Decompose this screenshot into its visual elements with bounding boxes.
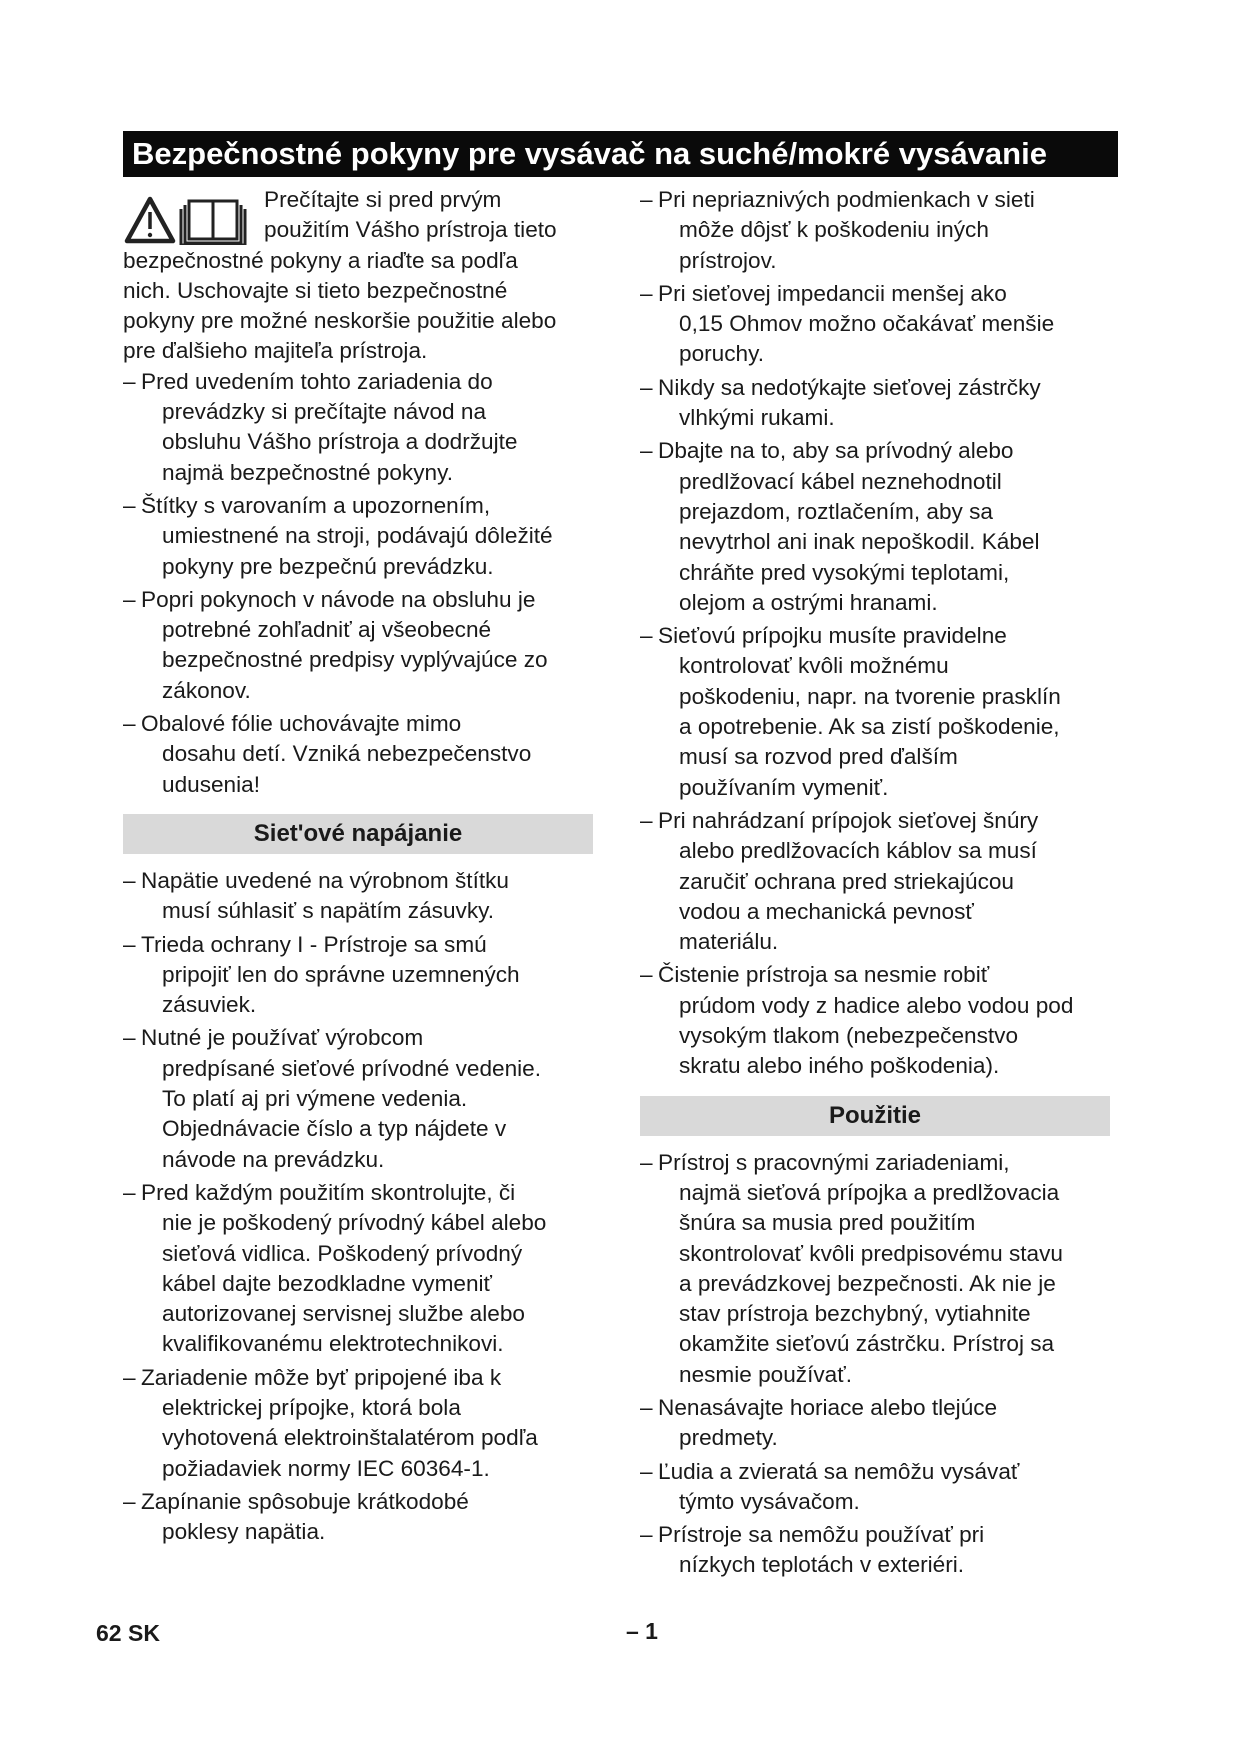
bullet-line [123,1084,603,1114]
bullet-item [123,866,603,927]
bullet-line [640,1148,1120,1178]
bullet-text: Ľudia a zvieratá sa nemôžu vysávať [658,1458,1020,1484]
warning-and-manual-icons [123,195,248,245]
bullet-text: alebo predlžovacích káblov sa musí [679,838,1037,864]
bullet-line [123,367,603,397]
bullet-item [123,930,603,1021]
bullet-line [123,491,603,521]
bullet-item [640,806,1120,957]
bullet-dash: – [640,438,653,464]
bullet-item [640,1148,1120,1390]
bullet-item [123,585,603,706]
bullet-text: môže dôjsť k poškodeniu iných [679,217,989,243]
bullet-line [123,1145,603,1175]
intro-line: použitím Vášho prístroja tieto [264,217,557,243]
bullet-line [640,836,1120,866]
bullet-text: Zariadenie môže byť pripojené iba k [141,1364,502,1390]
bullet-item [123,1023,603,1174]
bullet-line [640,1299,1120,1329]
bullet-text: bezpečnostné predpisy vyplývajúce zo [162,647,548,673]
bullet-text: sieťová vidlica. Poškodený prívodný [162,1240,523,1266]
bullet-text: Pri nepriaznivých podmienkach v sieti [658,187,1035,212]
bullet-item [123,367,603,488]
bullet-line [640,712,1120,742]
bullet-text: predpísané sieťové prívodné vedenie. [162,1055,542,1081]
bullet-text: potrebné zohľadniť aj všeobecné [162,617,492,643]
bullet-dash: – [123,368,136,394]
bullet-text: Pred uvedením tohto zariadenia do [141,368,493,394]
bullet-text: prístrojov. [679,247,777,273]
bullet-text: materiálu. [679,929,779,955]
bullet-line [123,896,603,926]
bullet-line [123,1454,603,1484]
bullet-text: najmä bezpečnostné pokyny. [162,459,453,485]
bullet-text: nevytrhol ani inak nepoškodil. Kábel [679,529,1040,555]
bullet-line [640,773,1120,803]
bullet-line [123,1114,603,1144]
bullet-line [123,1269,603,1299]
bullet-line [640,1329,1120,1359]
bullet-dash: – [640,1394,653,1420]
page-title: Bezpečnostné pokyny pre vysávač na suché/mokré vysávanie [123,131,1118,177]
bullet-item [640,960,1120,1081]
bullet-text: 0,15 Ohmov možno očakávať menšie [679,311,1055,337]
bullet-text: musí sa rozvod pred ďalším [679,744,958,770]
bullet-line [123,1239,603,1269]
bullet-text: týmto vysávačom. [679,1488,860,1514]
bullet-line [123,521,603,551]
bullet-dash: – [640,1458,653,1484]
bullet-text: poruchy. [679,341,764,367]
bullet-item [640,373,1120,434]
bullet-dash: – [640,807,653,833]
bullet-line [640,1208,1120,1238]
bullet-line [640,1021,1120,1051]
bullet-line [640,1269,1120,1299]
bullet-line [123,739,603,769]
section-heading-power: Siet'ové napájanie [123,814,593,854]
bullet-text: musí súhlasiť s napätím zásuvky. [162,898,495,924]
bullet-line [123,552,603,582]
bullet-line [640,682,1120,712]
bullet-item [640,1393,1120,1454]
bullet-text: pokyny pre bezpečnú prevádzku. [162,553,494,579]
bullet-text: poklesy napätia. [162,1519,326,1545]
bullet-line [640,742,1120,772]
bullet-text: Nutné je používať výrobcom [141,1025,424,1051]
bullet-line [640,215,1120,245]
intro-line: pokyny pre možné neskoršie použitie alebo [123,308,557,334]
bullet-line [640,621,1120,651]
bullet-line [123,1023,603,1053]
bullet-line [640,373,1120,403]
bullet-line [640,279,1120,309]
bullet-line [640,806,1120,836]
bullet-line [640,927,1120,957]
bullet-text: Objednávacie číslo a typ nájdete v [162,1116,507,1142]
bullet-line [123,645,603,675]
bullet-dash: – [640,1522,653,1548]
bullet-text: a prevádzkovej bezpečnosti. Ak nie je [679,1270,1056,1296]
bullet-line [123,1299,603,1329]
bullet-text: zákonov. [162,677,251,703]
intro-line: nich. Uschovajte si tieto bezpečnostné [123,277,508,303]
bullet-line [640,436,1120,466]
bullet-line [640,1393,1120,1423]
bullet-line [640,588,1120,618]
bullet-text: Zapínanie spôsobuje krátkodobé [141,1488,469,1514]
bullet-line [640,1178,1120,1208]
bullet-line [640,246,1120,276]
bullet-line [123,397,603,427]
bullet-line [640,185,1120,215]
bullet-text: okamžite sieťovú zástrčku. Prístroj sa [679,1331,1055,1357]
bullet-line [123,1363,603,1393]
bullet-dash: – [640,280,653,306]
intro-line: Prečítajte si pred prvým [264,187,502,212]
bullet-line [640,497,1120,527]
bullet-text: používaním vymeniť. [679,774,889,800]
bullet-line [123,1329,603,1359]
bullet-text: chráňte pred vysokými teplotami, [679,559,1010,585]
bullet-text: Pri sieťovej impedancii menšej ako [658,280,1007,306]
bullet-text: pripojiť len do správne uzemnených [162,961,520,987]
bullet-dash: – [123,931,136,957]
bullet-dash: – [123,1179,136,1205]
bullet-text: zásuviek. [162,992,257,1018]
bullet-text: Štítky s varovaním a upozornením, [141,492,491,518]
bullet-text: poškodeniu, napr. na tvorenie prasklín [679,683,1061,709]
bullet-item [123,1178,603,1360]
bullet-text: stav prístroja bezchybný, vytiahnite [679,1301,1031,1327]
bullet-item [123,709,603,800]
bullet-text: predmety. [679,1425,778,1451]
bullet-line [123,1178,603,1208]
bullet-text: Nenasávajte horiace alebo tlejúce [658,1394,998,1420]
bullet-line [123,1423,603,1453]
bullet-text: vyhotovená elektroinštalatérom podľa [162,1425,538,1451]
bullet-line [123,709,603,739]
bullet-item [640,279,1120,370]
bullet-text: Prístroj s pracovnými zariadeniami, [658,1149,1010,1175]
bullet-text: skontrolovať kvôli predpisovému stavu [679,1240,1063,1266]
intro-paragraph [123,185,603,367]
bullet-text: Sieťovú prípojku musíte pravidelne [658,623,1007,649]
bullet-text: najmä sieťová prípojka a predlžovacia [679,1179,1060,1205]
open-manual-book-icon [181,201,245,245]
bullet-line [640,1457,1120,1487]
bullet-item [123,1487,603,1548]
bullet-text: Pred každým použitím skontrolujte, či [141,1179,516,1205]
bullet-text: udusenia! [162,771,260,797]
bullet-text: Dbajte na to, aby sa prívodný alebo [658,438,1014,464]
bullet-text: skratu alebo iného poškodenia). [679,1053,1000,1079]
bullet-line [640,527,1120,557]
bullet-item [640,621,1120,803]
bullet-text: vysokým tlakom (nebezpečenstvo [679,1023,1019,1049]
bullet-text: kábel dajte bezodkladne vymeniť [162,1270,493,1296]
left-column [123,185,603,1550]
bullet-item [123,1363,603,1484]
right-column [640,185,1120,1584]
bullet-text: Obalové fólie uchovávajte mimo [141,711,462,737]
bullet-dash: – [123,1025,136,1051]
bullet-line [640,1051,1120,1081]
bullet-item [640,436,1120,618]
bullet-line [123,770,603,800]
bullet-dash: – [640,962,653,988]
bullet-line [640,309,1120,339]
bullet-line [640,1520,1120,1550]
bullet-text: predlžovací kábel neznehodnotil [679,468,1002,494]
bullet-line [640,403,1120,433]
bullet-line [640,339,1120,369]
bullet-text: Napätie uvedené na výrobnom štítku [141,867,509,893]
bullet-item [640,1457,1120,1518]
bullet-line [640,1360,1120,1390]
bullet-dash: – [123,711,136,737]
bullet-text: prejazdom, roztlačením, aby sa [679,498,993,524]
bullet-text: a opotrebenie. Ak sa zistí poškodenie, [679,714,1060,740]
bullet-text: šnúra sa musia pred použitím [679,1210,976,1236]
bullet-text: vlhkými rukami. [679,405,835,431]
bullet-dash: – [123,1364,136,1390]
bullet-text: Prístroje sa nemôžu používať pri [658,1522,985,1548]
bullet-text: autorizovanej servisnej službe alebo [162,1301,525,1327]
intro-line: bezpečnostné pokyny a riaďte sa podľa [123,247,518,273]
bullet-line [123,1054,603,1084]
bullet-dash: – [640,623,653,649]
bullet-line [640,558,1120,588]
bullet-line [640,1423,1120,1453]
bullet-line [123,1487,603,1517]
bullet-text: zaručiť ochrana pred striekajúcou [679,868,1015,894]
bullet-line [123,1208,603,1238]
bullet-text: nie je poškodený prívodný kábel alebo [162,1210,547,1236]
warning-triangle-icon [127,199,173,241]
bullet-line [640,651,1120,681]
bullet-dash: – [123,492,136,518]
bullet-line [123,676,603,706]
bullet-text: prevádzky si prečítajte návod na [162,399,487,425]
bullet-line [123,866,603,896]
bullet-text: obsluhu Vášho prístroja a dodržujte [162,429,518,455]
bullet-line [123,458,603,488]
page-subnumber: – 1 [626,1618,658,1644]
bullet-line [640,991,1120,1021]
bullet-text: Čistenie prístroja sa nesmie robiť [658,962,990,988]
bullet-line [123,960,603,990]
bullet-text: vodou a mechanická pevnosť [679,898,974,924]
bullet-text: To platí aj pri výmene vedenia. [162,1086,468,1112]
bullet-dash: – [123,1488,136,1514]
bullet-text: elektrickej prípojke, ktorá bola [162,1394,461,1420]
bullet-text: nízkych teplotách v exteriéri. [679,1552,965,1578]
bullet-line [123,427,603,457]
bullet-line [123,615,603,645]
bullet-text: prúdom vody z hadice alebo vodou pod [679,992,1074,1018]
section-heading-use: Použitie [640,1096,1110,1136]
bullet-line [123,1517,603,1547]
bullet-text: Trieda ochrany I - Prístroje sa smú [141,931,487,957]
bullet-line [640,960,1120,990]
bullet-item [123,491,603,582]
bullet-text: dosahu detí. Vzniká nebezpečenstvo [162,741,532,767]
bullet-dash: – [640,187,653,212]
bullet-dash: – [123,867,136,893]
bullet-text: umiestnené na stroji, podávajú dôležité [162,523,553,549]
bullet-text: nesmie používať. [679,1361,852,1387]
bullet-line [123,585,603,615]
page-number: 62 SK [96,1620,160,1646]
bullet-line [640,1239,1120,1269]
bullet-text: požiadaviek normy IEC 60364-1. [162,1455,490,1481]
bullet-item [640,185,1120,276]
bullet-text: kvalifikovanému elektrotechnikovi. [162,1331,504,1357]
bullet-text: olejom a ostrými hranami. [679,589,938,615]
bullet-dash: – [640,374,653,400]
bullet-dash: – [123,586,136,612]
bullet-line [640,467,1120,497]
bullet-line [123,990,603,1020]
bullet-line [640,1487,1120,1517]
bullet-text: Nikdy sa nedotýkajte sieťovej zástrčky [658,374,1041,400]
bullet-line [640,867,1120,897]
bullet-line [123,1393,603,1423]
bullet-text: Pri nahrádzaní prípojok sieťovej šnúry [658,807,1039,833]
bullet-line [123,930,603,960]
bullet-item [640,1520,1120,1581]
bullet-line [640,1550,1120,1580]
intro-line: pre ďalšieho majiteľa prístroja. [123,338,428,364]
bullet-text: kontrolovať kvôli možnému [679,653,949,679]
bullet-line [640,897,1120,927]
bullet-text: Popri pokynoch v návode na obsluhu je [141,586,536,612]
bullet-dash: – [640,1149,653,1175]
bullet-text: návode na prevádzku. [162,1146,385,1172]
